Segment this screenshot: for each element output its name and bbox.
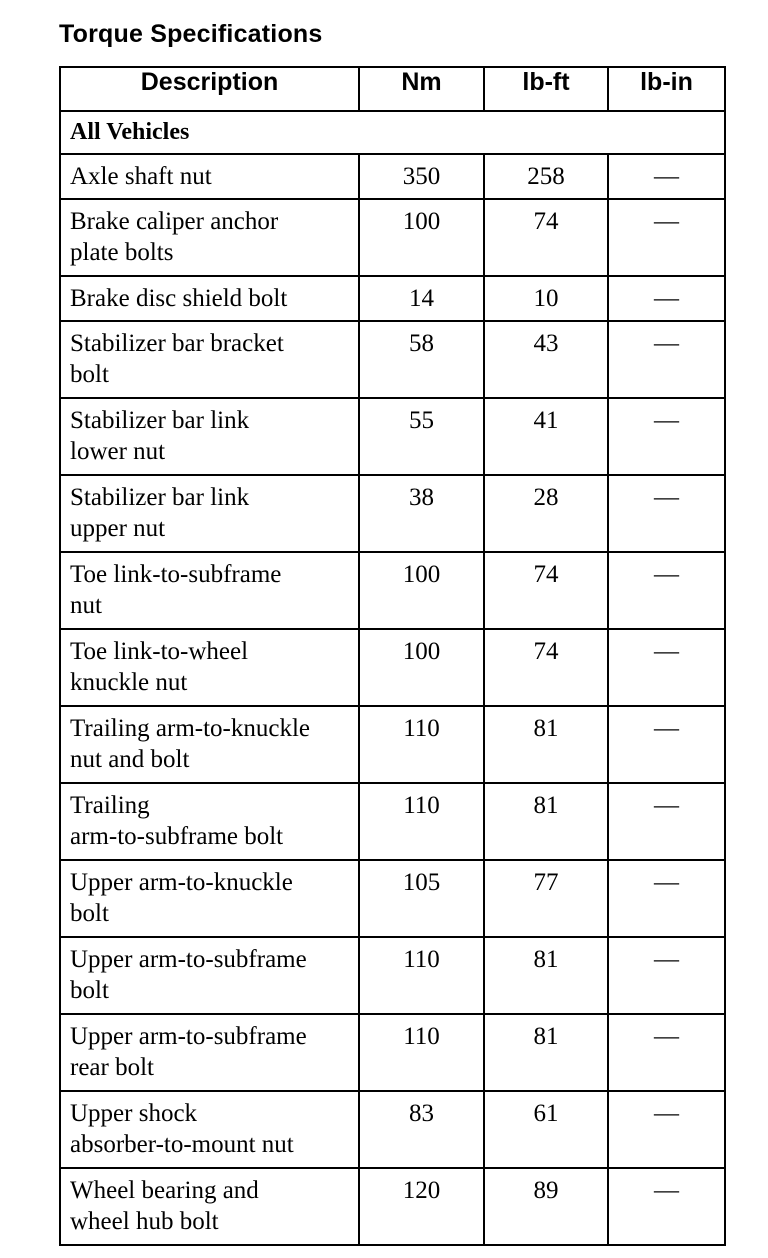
nm-value-cell: 110 <box>359 937 484 1014</box>
description-line: Wheel bearing and <box>70 1177 259 1204</box>
description-line: rear bolt <box>70 1054 154 1081</box>
description-line: arm-to-subframe bolt <box>70 823 284 850</box>
torque-spec-table <box>59 66 726 1246</box>
description-line: Trailing arm-to-knuckle <box>70 715 311 742</box>
table-row <box>60 1014 725 1091</box>
lbft-value-cell: 77 <box>484 860 608 937</box>
description-cell <box>60 321 359 398</box>
lbft-value-cell: 10 <box>484 276 608 321</box>
description-line: Stabilizer bar link <box>70 484 250 511</box>
lbft-value-cell: 89 <box>484 1168 608 1245</box>
table-row <box>60 398 725 475</box>
nm-value-cell: 100 <box>359 199 484 276</box>
nm-value-cell: 38 <box>359 475 484 552</box>
nm-value-cell: 58 <box>359 321 484 398</box>
description-cell <box>60 1014 359 1091</box>
description-line: Stabilizer bar link <box>70 407 250 434</box>
description-line: nut <box>70 592 102 619</box>
description-cell <box>60 860 359 937</box>
lbft-value-cell: 61 <box>484 1091 608 1168</box>
description-line: Upper arm-to-knuckle <box>70 869 293 896</box>
lbin-value-cell: — <box>608 1168 725 1245</box>
description-cell <box>60 398 359 475</box>
table-row <box>60 321 725 398</box>
description-line: Upper arm-to-subframe <box>70 946 307 973</box>
description-line: nut and bolt <box>70 746 190 773</box>
table-row <box>60 552 725 629</box>
description-line: Upper shock <box>70 1100 198 1127</box>
group-label: All Vehicles <box>60 111 725 154</box>
lbft-value-cell: 81 <box>484 706 608 783</box>
table-row <box>60 1091 725 1168</box>
description-line: Brake caliper anchor <box>70 208 279 235</box>
lbft-value-cell: 81 <box>484 783 608 860</box>
nm-value-cell: 100 <box>359 629 484 706</box>
nm-value-cell: 110 <box>359 706 484 783</box>
table-row <box>60 276 725 321</box>
lbft-value-cell: 41 <box>484 398 608 475</box>
table-row <box>60 475 725 552</box>
lbin-value-cell: — <box>608 706 725 783</box>
lbin-value-cell: — <box>608 629 725 706</box>
lbft-value-cell: 74 <box>484 199 608 276</box>
description-cell <box>60 475 359 552</box>
lbin-value-cell: — <box>608 1014 725 1091</box>
description-cell <box>60 783 359 860</box>
nm-value-cell: 110 <box>359 1014 484 1091</box>
table-row <box>60 783 725 860</box>
column-header-nm: Nm <box>359 67 484 111</box>
description-line: Stabilizer bar bracket <box>70 330 284 357</box>
page-title: Torque Specifications <box>59 20 323 48</box>
description-cell <box>60 706 359 783</box>
table-row <box>60 154 725 199</box>
description-line: Toe link-to-wheel <box>70 638 249 665</box>
lbin-value-cell: — <box>608 321 725 398</box>
nm-value-cell: 350 <box>359 154 484 199</box>
description-line: wheel hub bolt <box>70 1208 219 1235</box>
description-line: Axle shaft nut <box>70 163 212 190</box>
table-row <box>60 937 725 1014</box>
lbin-value-cell: — <box>608 552 725 629</box>
nm-value-cell: 120 <box>359 1168 484 1245</box>
lbin-value-cell: — <box>608 937 725 1014</box>
nm-value-cell: 105 <box>359 860 484 937</box>
table-header-row <box>60 67 725 111</box>
description-line: plate bolts <box>70 239 174 266</box>
description-cell <box>60 629 359 706</box>
table-row <box>60 199 725 276</box>
description-line: bolt <box>70 361 109 388</box>
description-line: lower nut <box>70 438 166 465</box>
lbin-value-cell: — <box>608 398 725 475</box>
lbin-value-cell: — <box>608 783 725 860</box>
description-cell <box>60 276 359 321</box>
lbin-value-cell: — <box>608 199 725 276</box>
description-cell <box>60 154 359 199</box>
lbft-value-cell: 28 <box>484 475 608 552</box>
description-line: Upper arm-to-subframe <box>70 1023 307 1050</box>
lbin-value-cell: — <box>608 1091 725 1168</box>
lbft-value-cell: 74 <box>484 552 608 629</box>
nm-value-cell: 14 <box>359 276 484 321</box>
description-line: upper nut <box>70 515 166 542</box>
lbft-value-cell: 81 <box>484 1014 608 1091</box>
lbft-value-cell: 74 <box>484 629 608 706</box>
lbin-value-cell: — <box>608 154 725 199</box>
table-row <box>60 1168 725 1245</box>
description-line: knuckle nut <box>70 669 188 696</box>
table-row <box>60 706 725 783</box>
column-header-lbft: lb-ft <box>484 67 608 111</box>
description-line: Toe link-to-subframe <box>70 561 282 588</box>
column-header-lbin: lb-in <box>608 67 725 111</box>
table-row <box>60 860 725 937</box>
lbft-value-cell: 81 <box>484 937 608 1014</box>
table-row <box>60 629 725 706</box>
description-cell <box>60 552 359 629</box>
lbft-value-cell: 43 <box>484 321 608 398</box>
lbin-value-cell: — <box>608 475 725 552</box>
nm-value-cell: 110 <box>359 783 484 860</box>
description-line: bolt <box>70 977 109 1004</box>
nm-value-cell: 83 <box>359 1091 484 1168</box>
lbft-value-cell: 258 <box>484 154 608 199</box>
group-row <box>60 111 725 154</box>
lbin-value-cell: — <box>608 860 725 937</box>
description-cell <box>60 1168 359 1245</box>
description-line: bolt <box>70 900 109 927</box>
column-header-description: Description <box>60 67 359 111</box>
nm-value-cell: 100 <box>359 552 484 629</box>
description-cell <box>60 199 359 276</box>
description-cell <box>60 937 359 1014</box>
description-cell <box>60 1091 359 1168</box>
description-line: absorber-to-mount nut <box>70 1131 294 1158</box>
description-line: Trailing <box>70 792 150 819</box>
lbin-value-cell: — <box>608 276 725 321</box>
nm-value-cell: 55 <box>359 398 484 475</box>
description-line: Brake disc shield bolt <box>70 285 288 312</box>
